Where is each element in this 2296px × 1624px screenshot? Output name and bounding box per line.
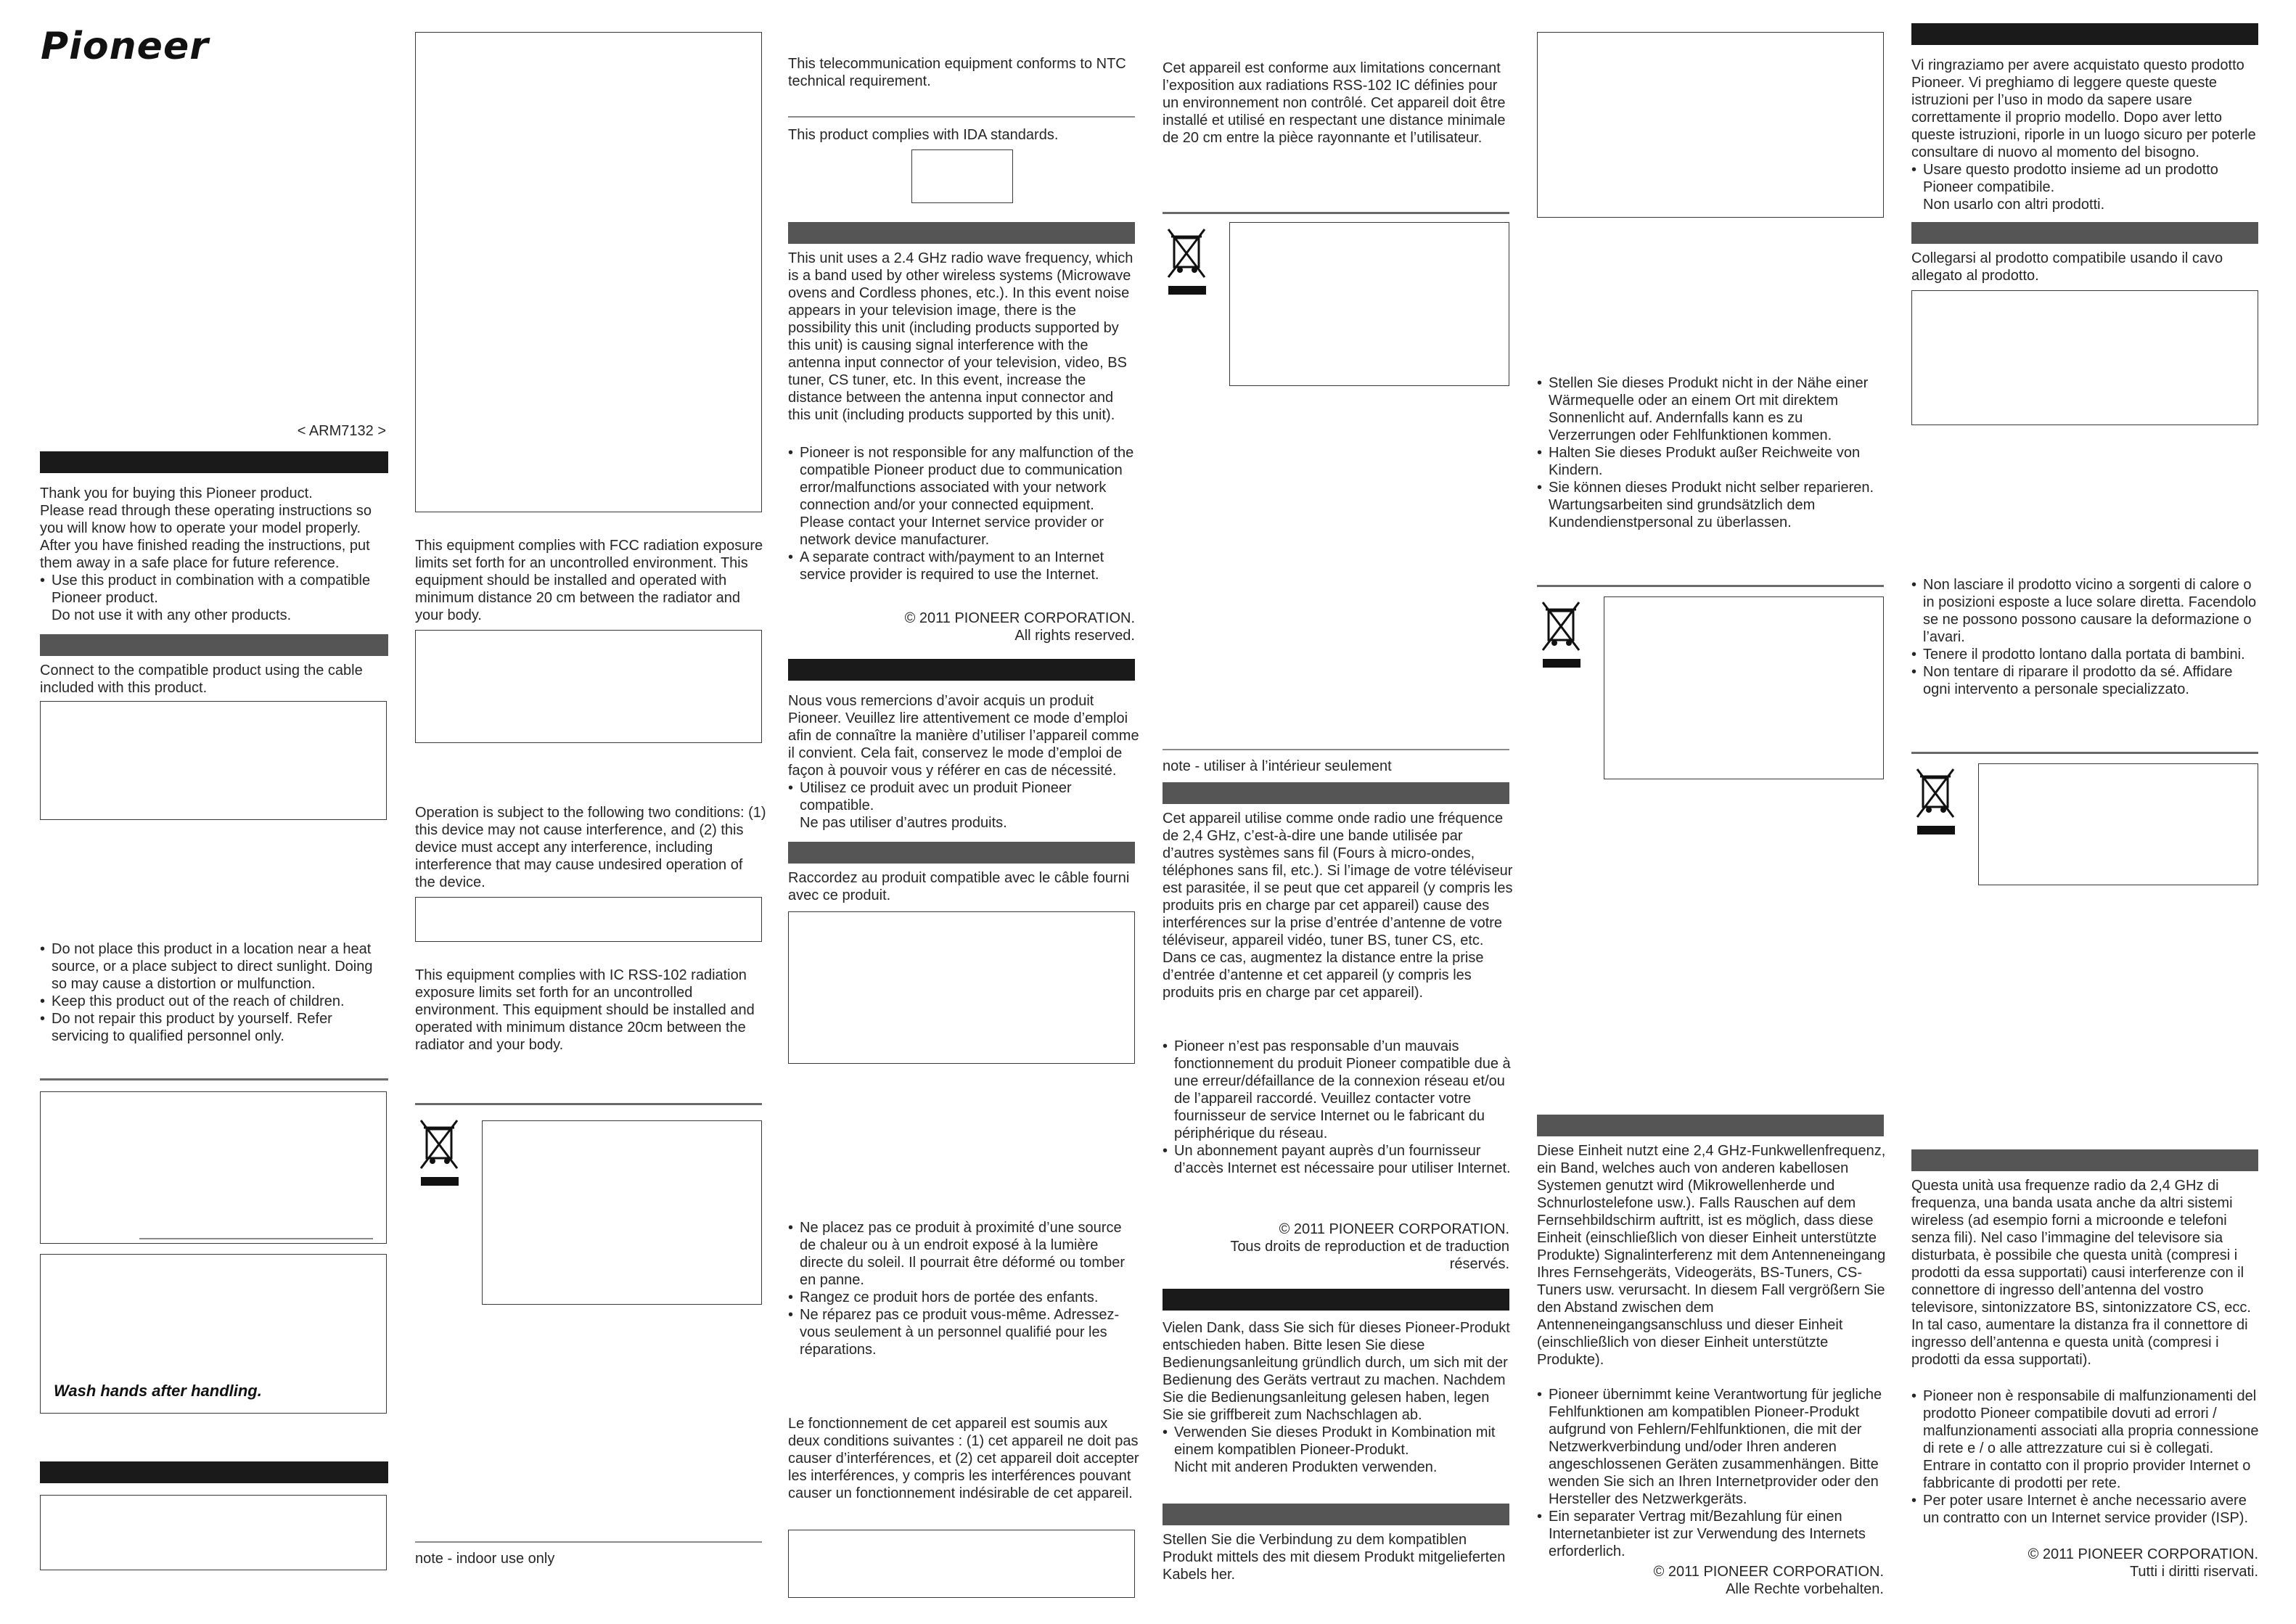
it-notes: • Pioneer non è responsabile di malfunzionamenti del prodotto Pioneer compatibile dovuti ad errori / malfunzionamenti associati alla propria connessione di rete e / o alle attrezzature cui si è collegati. Entrare in contatto con il proprio provider Internet o fabbricante di prodotti per rete. • Per poter usare Internet è anche necessario avere un contratto con un Internet service provider (ISP). bbox=[1911, 1387, 2263, 1527]
crossed-out-wheelie-bin-icon bbox=[417, 1116, 463, 1189]
section-header-fr-radio bbox=[1163, 782, 1509, 804]
de-intro: Vielen Dank, dass Sie sich für dieses Pioneer-Produkt entschieden haben. Bitte lesen Sie diese Bedienungsanleitung gründlich durch, um sich mit der Bedienung des Geräts vertraut zu machen. Nachdem Sie die Bedienungsanleitung gelesen haben, legen Sie sie griffbereit zum Nachschlagen ab. • Verwenden Sie dieses Produkt in Kombination mit einem kompatiblen Pioneer-Produkt. Nicht mit anderen Produkten verwenden. bbox=[1163, 1319, 1514, 1476]
fr-copyright: © 2011 PIONEER CORPORATION. Tous droits de reproduction et de traduction réservés. bbox=[1230, 1221, 1509, 1272]
en-regulatory-box bbox=[415, 32, 762, 512]
en-disposal-box bbox=[482, 1120, 762, 1305]
fr-notes: • Pioneer n’est pas responsable d’un mauvais fonctionnement du produit Pioneer compatible due à une erreur/défaillance de la connexion réseau et/ou de l’appareil raccordé. Veuillez contacter votre fournisseur de service Internet ou le fabricant du périphérique du réseau. • Un abonnement payant auprès d’un fournisseur d’accès Internet est nécessaire pour utiliser Internet. bbox=[1163, 1038, 1514, 1177]
de-notes: • Pioneer übernimmt keine Verantwortung für jegliche Fehlfunktionen am kompatiblen Pioneer-Produkt aufgrund von Fehlern/Fehlfunktionen, die mit der Netzwerkverbindung und/oder Ihren anderen angeschlossenen Geräten zusammenhängen. Bitte wenden Sie sich an Ihren Internetprovider oder den Hersteller des Netzwerkgeräts. • Ein separater Vertrag mit/Bezahlung für einen Internetanbieter ist zur Verwendung des Internets erforderlich. bbox=[1537, 1386, 1888, 1560]
en-intro: Thank you for buying this Pioneer product. Please read through these operating instructions so you will know how to operate your model properly. After you have finished reading the instructions, put them away in a safe place for future reference. • Use this product in combination with a compatible Pioneer product. Do not use it with any other products. bbox=[40, 485, 391, 624]
en-fcc-radiation: This equipment complies with FCC radiation exposure limits set forth for an uncontrolled environment. This equipment should be installed and operated with minimum distance 20 cm between the radiator and your body. bbox=[415, 538, 763, 623]
section-header-it-intro bbox=[1911, 23, 2258, 45]
fr-disposal-rule bbox=[1163, 212, 1509, 214]
fr-connect: Raccordez au produit compatible avec le câble fourni avec ce produit. bbox=[788, 870, 1130, 903]
en-indoor-note: note - indoor use only bbox=[415, 1551, 555, 1567]
fr-ic-box bbox=[788, 1530, 1135, 1598]
crossed-out-wheelie-bin-icon bbox=[1164, 225, 1210, 298]
section-header-de-connect bbox=[1163, 1504, 1509, 1525]
section-header-en-radio bbox=[788, 222, 1135, 244]
de-regulatory-box bbox=[1537, 32, 1884, 218]
en-radio: This unit uses a 2.4 GHz radio wave frequency, which is a band used by other wireless systems (Microwave ovens and Cordless phones, etc.). In this event noise appears in your television image, there is the possibility this unit (including products supported by this unit) is causing signal interference with the antenna input connector of your television, video, BS tuner, CS tuner, etc. In this event, increase the distance between the antenna input connector and this unit (including products supported by this unit). bbox=[788, 250, 1133, 423]
en-cautions: • Do not place this product in a location near a heat source, or a place subject to direct sunlight. Doing so may cause a distortion or mulfunction. • Keep this product out of the reach of children. • Do not repair this product by yourself. Refer servicing to qualified personnel only. bbox=[40, 940, 391, 1045]
en-connection-diagram-box bbox=[40, 701, 387, 820]
de-disposal-rule bbox=[1537, 585, 1884, 587]
it-cautions: • Non lasciare il prodotto vicino a sorgenti di calore o in posizioni esposte a luce solare diretta. Facendolo se ne possono possono causare la deformazione o l’avari. • Tenere il prodotto lontano dalla portata di bambini. • Non tentare di riparare il prodotto da sé. Affidare ogni intervento a personale specializzato. bbox=[1911, 576, 2263, 698]
en-disposal-rule bbox=[415, 1103, 762, 1105]
en-connect: Connect to the compatible product using the cable included with this product. bbox=[40, 663, 363, 696]
fr-rss-radiation: Cet appareil est conforme aux limitations concernant l’exposition aux radiations RSS-102 IC définies pour un environnement non contrôlé. Cet appareil doit être installé et utilisé en respectant une distance minimale de 20 cm entre la pièce rayonnante et l’utilisateur. bbox=[1163, 60, 1506, 146]
de-disposal-box bbox=[1604, 596, 1884, 779]
section-header-en-connect bbox=[40, 634, 388, 656]
fr-radio: Cet appareil utilise comme onde radio une fréquence de 2,4 GHz, c’est-à-dire une bande utilisée par d’autres systèmes sans fil (Fours à micro-ondes, téléphones sans fil, etc.). Si l’image de votre téléviseur est parasitée, il se peut que cet appareil (y compris les produits pris en charge par cet appareil) cause des interférences sur la prise d’entrée d’antenne de votre téléviseur, appareil vidéo, tuner BS, tuner CS, etc. Dans ce cas, augmentez la distance entre la prise d’entrée d’antenne et cet appareil (y compris les produits pris en charge par cet appareil). bbox=[1163, 811, 1513, 1001]
en-ida-note: This product complies with IDA standards. bbox=[788, 127, 1059, 143]
it-copyright: © 2011 PIONEER CORPORATION. Tutti i diritti riservati. bbox=[2028, 1546, 2258, 1580]
fr-disposal-box bbox=[1229, 222, 1509, 386]
en-copyright: © 2011 PIONEER CORPORATION. All rights reserved. bbox=[904, 610, 1135, 644]
en-ic-radiation: This equipment complies with IC RSS-102 radiation exposure limits set forth for an uncontrolled environment. This equipment should be installed and operated with minimum distance 20cm between the radiator and your body. bbox=[415, 967, 755, 1053]
en-ic-box bbox=[415, 897, 762, 942]
en-fcc-box bbox=[415, 630, 762, 743]
crossed-out-wheelie-bin-icon bbox=[1538, 598, 1585, 670]
section-header-fr-intro bbox=[788, 659, 1135, 681]
en-indoor-rule bbox=[415, 1541, 762, 1543]
section-header-en-notice bbox=[40, 1461, 388, 1483]
wash-hands-notice: Wash hands after handling. bbox=[54, 1382, 262, 1400]
section-header-en-intro bbox=[40, 451, 388, 473]
it-radio: Questa unità usa frequenze radio da 2,4 GHz di frequenza, una banda usata anche da altri sistemi wireless (ad esempio forni a microonde e telefoni senza fili). Nel caso l’immagine del televisore sia disturbata, è possibile che questa unità (compresi i prodotti da essa supportati) causi interferenze con il connettore di ingresso dell’antenna del vostro televisore, sintonizzatore BS, sintonizzatore CS, ecc. In tal caso, aumentare la distanza fra il connettore di ingresso dell’antenna e questa unità (compresi i prodotti da essa supportati). bbox=[1911, 1178, 2251, 1368]
section-header-it-radio bbox=[1911, 1149, 2258, 1171]
fr-intro: Nous vous remercions d’avoir acquis un produit Pioneer. Veuillez lire attentivement ce mode d’emploi afin de connaître la manière d’utiliser l’appareil comme il convient. Cela fait, conservez le mode d’emploi de façon à pouvoir vous y référer en cas de nécessité. • Utilisez ce produit avec un produit Pioneer compatible. Ne pas utiliser d’autres produits. bbox=[788, 692, 1139, 832]
section-header-de-radio bbox=[1537, 1115, 1884, 1136]
section-header-it-connect bbox=[1911, 222, 2258, 244]
section-header-de-intro bbox=[1163, 1289, 1509, 1311]
fr-indoor-note: note - utiliser à l’intérieur seulement bbox=[1163, 758, 1392, 774]
de-connect: Stellen Sie die Verbindung zu dem kompatiblen Produkt mittels des mit diesem Produkt mitgelieferten Kabels her. bbox=[1163, 1532, 1506, 1583]
it-intro: Vi ringraziamo per avere acquistato questo prodotto Pioneer. Vi preghiamo di leggere queste queste istruzioni per l’uso in modo da sapere usare correttamente il proprio modello. Dopo aver letto queste istruzioni, riporle in un luogo sicuro per poterle consultare di nuovo al momento del bisogno. • Usare questo prodotto insieme ad un prodotto Pioneer compatibile. Non usarlo con altri prodotti. bbox=[1911, 57, 2263, 213]
it-disposal-box bbox=[1978, 763, 2258, 885]
it-connect: Collegarsi al prodotto compatibile usando il cavo allegato al prodotto. bbox=[1911, 250, 2223, 284]
fr-connection-diagram-box bbox=[788, 911, 1135, 1064]
de-copyright: © 2011 PIONEER CORPORATION. Alle Rechte vorbehalten. bbox=[1653, 1564, 1884, 1597]
en-ntc-note: This telecommunication equipment conforms to NTC technical requirement. bbox=[788, 56, 1126, 89]
en-notes: • Pioneer is not responsible for any malfunction of the compatible Pioneer product due to communication error/malfunctions associated with your network connection and/or your connected equipment. Please contact your Internet service provider or network device manufacturer. • A separate contract with/payment to an Internet service provider is required to use the Internet. bbox=[788, 444, 1139, 583]
de-cautions: • Stellen Sie dieses Produkt nicht in der Nähe einer Wärmequelle oder an einem Ort mit direktem Sonnenlicht auf. Andernfalls kann es zu Verzerrungen oder Fehlfunktionen kommen. • Halten Sie dieses Produkt außer Reichweite von Kindern. • Sie können dieses Produkt nicht selber reparieren. Wartungsarbeiten sind grundsätzlich dem Kundendienstpersonal zu überlassen. bbox=[1537, 374, 1888, 531]
de-radio: Diese Einheit nutzt eine 2,4 GHz-Funkwellenfrequenz, ein Band, welches auch von anderen kabellosen Systemen genutzt wird (Mikrowellenherde und Schnurlostelefone usw.). Falls Rauschen auf dem Fernsehbildschirm auftritt, ist es möglich, dass diese Einheit (einschließlich von dieser Einheit unterstützte Produkte) Signalinterferenz mit dem Antenneneingang Ihres Fernsehgeräts, Videogeräts, BS-Tuners, CS-Tuners usw. verursacht. In diesem Fall vergrößern Sie den Abstand zwischen dem Antenneneingangsanschluss und dieser Einheit (einschließlich von dieser Einheit unterstützte Produkte). bbox=[1537, 1143, 1886, 1368]
en-warning-box bbox=[40, 1091, 387, 1244]
fr-cautions: • Ne placez pas ce produit à proximité d’une source de chaleur ou à un endroit exposé à la lumière directe du soleil. Il pourrait être déformé ou tomber en panne. • Rangez ce produit hors de portée des enfants. • Ne réparez pas ce produit vous-même. Adressez-vous seulement à un personnel qualifié pour les réparations. bbox=[788, 1219, 1139, 1358]
ida-mark-box bbox=[911, 149, 1013, 203]
en-ida-rule bbox=[788, 116, 1135, 118]
en-notice-box bbox=[40, 1495, 387, 1570]
section-header-fr-connect bbox=[788, 842, 1135, 864]
it-connection-diagram-box bbox=[1911, 290, 2258, 425]
fr-indoor-rule bbox=[1163, 749, 1509, 750]
pioneer-logo: Pioneer bbox=[41, 25, 209, 68]
en-operation-conditions: Operation is subject to the following two conditions: (1) this device may not cause interference, and (2) this device must accept any interference, including interference that may cause undesired operation of the device. bbox=[415, 805, 766, 890]
en-warning-rule bbox=[40, 1078, 388, 1080]
fr-operation-conditions: Le fonctionnement de cet appareil est soumis aux deux conditions suivantes : (1) cet appareil ne doit pas causer d’interférences, et (2) cet appareil doit accepter les interférences, y compris les interférences pouvant causer un fonctionnement indésirable de cet appareil. bbox=[788, 1416, 1139, 1501]
it-disposal-rule bbox=[1911, 752, 2258, 754]
crossed-out-wheelie-bin-icon bbox=[1913, 765, 1959, 837]
model-number: < ARM7132 > bbox=[297, 423, 386, 439]
en-warning-signature-line bbox=[139, 1238, 373, 1239]
